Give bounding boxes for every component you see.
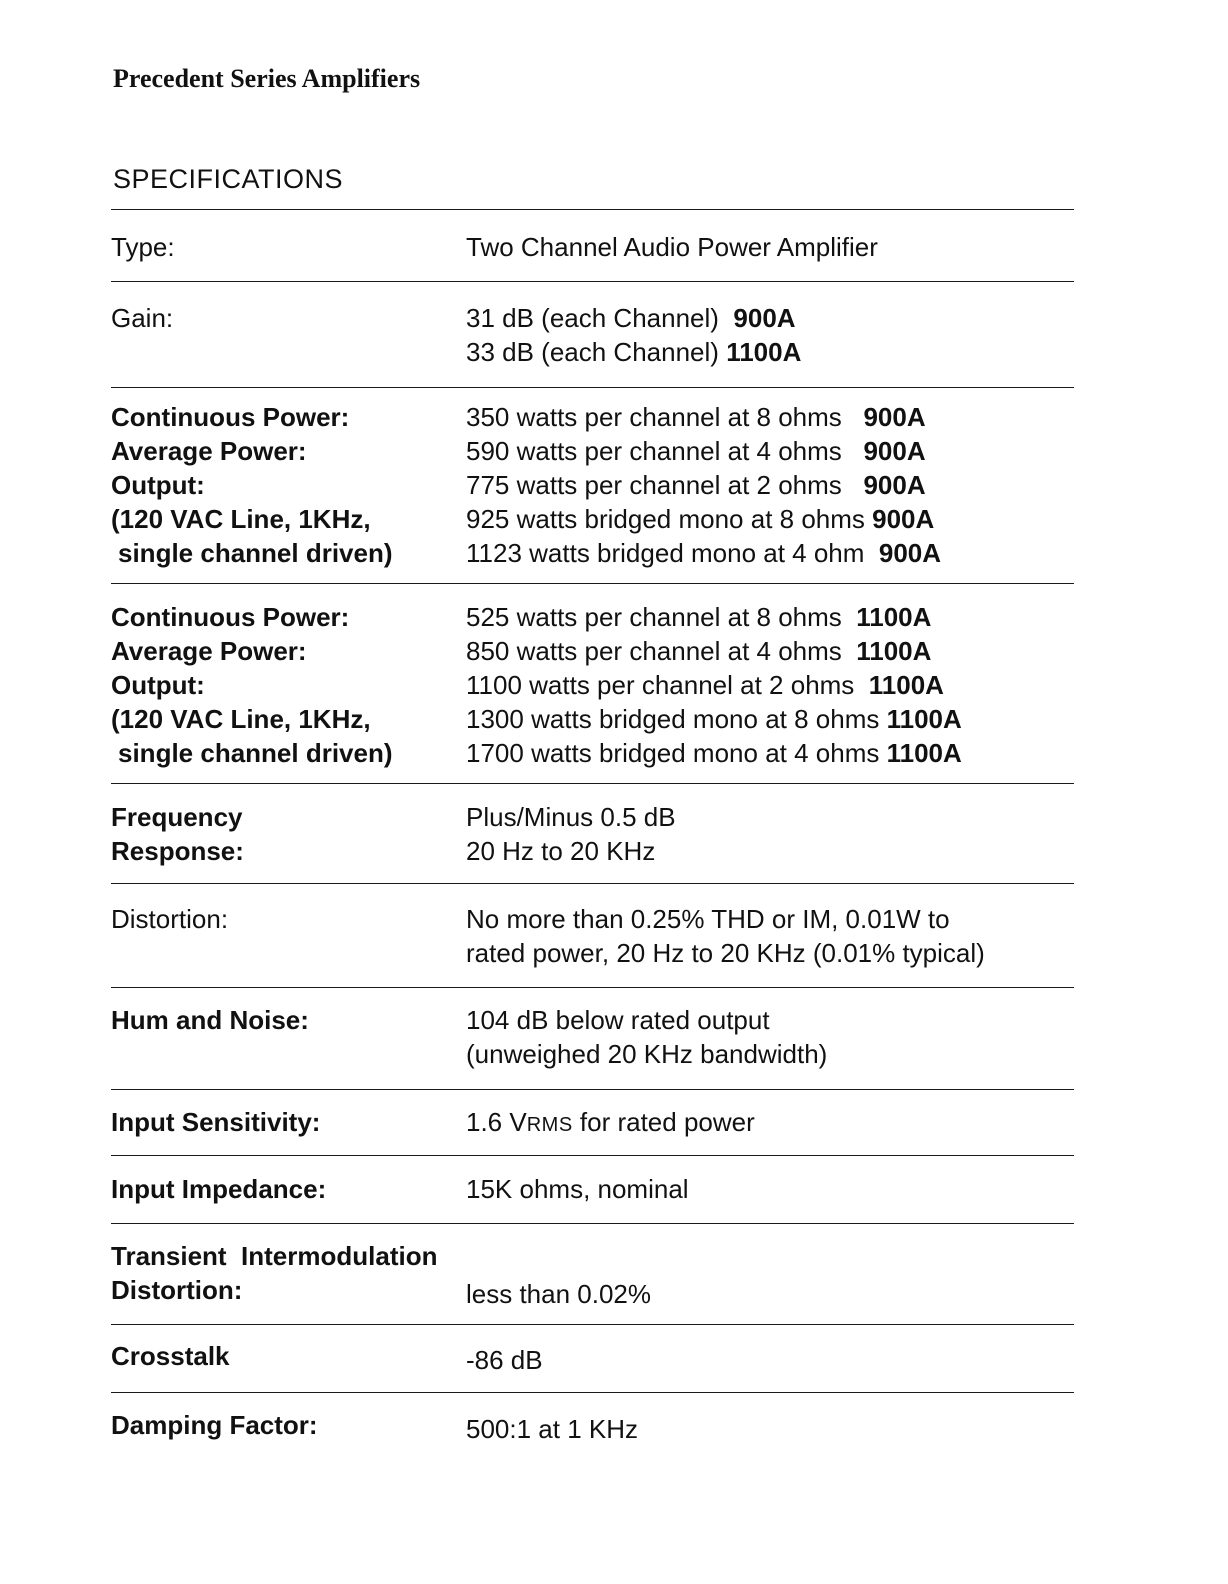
spec-value: [466, 301, 1074, 387]
gain-line: 33 dB (each Channel) 1100A: [466, 337, 802, 367]
power-line: 1100 watts per channel at 2 ohms 1100A: [466, 670, 944, 700]
spec-label: Hum and Noise:: [111, 1005, 309, 1035]
spec-row-distortion: [111, 883, 1074, 987]
spec-row-damping: [111, 1392, 1074, 1462]
spec-label: Type:: [111, 232, 175, 262]
spec-value: Two Channel Audio Power Amplifier: [466, 232, 878, 262]
spec-label: Frequency Response:: [111, 802, 244, 866]
model-tag: 900A: [863, 436, 926, 466]
spec-value: less than 0.02%: [466, 1279, 652, 1309]
power-line: 1700 watts bridged mono at 4 ohms 1100A: [466, 738, 962, 768]
spec-label: Gain:: [111, 303, 174, 333]
power-line: 350 watts per channel at 8 ohms 900A: [466, 402, 926, 432]
spec-row-input-impedance: [111, 1155, 1074, 1223]
spec-row-crosstalk: [111, 1324, 1074, 1392]
spec-label: Input Sensitivity:: [111, 1107, 321, 1137]
power-line: 590 watts per channel at 4 ohms 900A: [466, 436, 926, 466]
spec-value: 500:1 at 1 KHz: [466, 1414, 638, 1444]
spec-label: Transient Intermodulation Distortion:: [111, 1241, 438, 1305]
model-tag: 1100A: [886, 704, 962, 734]
model-tag: 900A: [863, 470, 926, 500]
power-line: 775 watts per channel at 2 ohms 900A: [466, 470, 926, 500]
power-line: 850 watts per channel at 4 ohms 1100A: [466, 636, 932, 666]
spec-row-input-sensitivity: [111, 1089, 1074, 1155]
spec-row-tim: [111, 1223, 1074, 1324]
spec-label: Crosstalk: [111, 1341, 230, 1371]
power-line: 1123 watts bridged mono at 4 ohm 900A: [466, 538, 942, 568]
spec-value: [466, 600, 1074, 783]
spec-label: Damping Factor:: [111, 1410, 318, 1440]
spec-row-power-1100a: [111, 583, 1074, 783]
model-tag: 1100A: [856, 636, 932, 666]
model-tag: 1100A: [856, 602, 932, 632]
spec-value: -86 dB: [466, 1345, 543, 1375]
section-title: SPECIFICATIONS: [113, 164, 344, 194]
model-tag: 1100A: [868, 670, 944, 700]
spec-row-type: [111, 209, 1074, 281]
spec-value: No more than 0.25% THD or IM, 0.01W to rated power, 20 Hz to 20 KHz (0.01% typical): [466, 904, 985, 968]
spec-label: Continuous Power: Average Power: Output: (120 VAC Line, 1KHz, single channel driven): [111, 402, 393, 568]
spec-label: Distortion:: [111, 904, 229, 934]
power-line: 1300 watts bridged mono at 8 ohms 1100A: [466, 704, 962, 734]
spec-value: [466, 400, 1074, 583]
model-tag: 900A: [863, 402, 926, 432]
model-tag: 900A: [878, 538, 942, 568]
power-line: 925 watts bridged mono at 8 ohms 900A: [466, 504, 935, 534]
model-tag: 1100A: [726, 337, 802, 367]
spec-value: 15K ohms, nominal: [466, 1174, 689, 1204]
spec-value: 104 dB below rated output (unweighed 20 KHz bandwidth): [466, 1005, 828, 1069]
spec-row-gain: [111, 281, 1074, 387]
spec-row-frequency-response: [111, 783, 1074, 883]
running-title: Precedent Series Amplifiers: [113, 64, 421, 93]
spec-label: Continuous Power: Average Power: Output: (120 VAC Line, 1KHz, single channel driven): [111, 602, 393, 768]
model-tag: 900A: [872, 504, 935, 534]
gain-line: 31 dB (each Channel) 900A: [466, 303, 796, 333]
spec-row-power-900a: [111, 387, 1074, 583]
spec-label: Input Impedance:: [111, 1174, 327, 1204]
spec-row-hum-noise: [111, 987, 1074, 1089]
model-tag: 900A: [733, 303, 796, 333]
model-tag: 1100A: [886, 738, 962, 768]
spec-value: Plus/Minus 0.5 dB 20 Hz to 20 KHz: [466, 802, 676, 866]
power-line: 525 watts per channel at 8 ohms 1100A: [466, 602, 932, 632]
spec-value: 1.6 VRMS for rated power: [466, 1107, 755, 1137]
spec-table: [111, 209, 1074, 1462]
